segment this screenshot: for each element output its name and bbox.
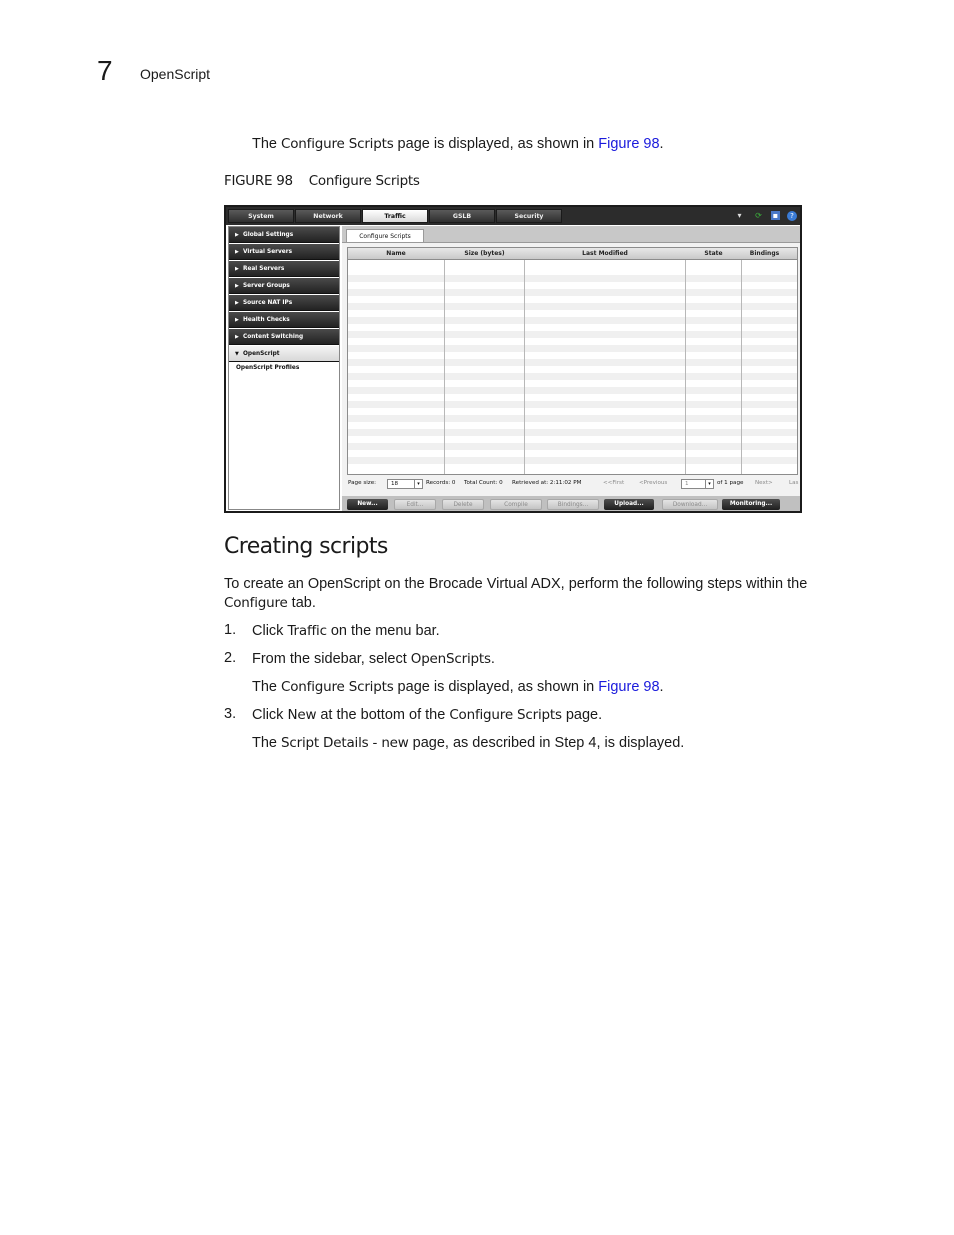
column-header-bindings[interactable]: Bindings bbox=[749, 250, 780, 257]
step-3-result bbox=[252, 734, 684, 753]
bold-term: Traffic bbox=[287, 623, 327, 639]
column-header-last-modified[interactable]: Last Modified bbox=[582, 250, 628, 257]
chevron-right-icon: ▶ bbox=[235, 249, 239, 255]
chevron-right-icon: ▶ bbox=[235, 334, 239, 340]
table-header bbox=[348, 248, 798, 260]
sidebar-subitem-openscript-profiles[interactable]: OpenScript Profiles bbox=[236, 365, 300, 371]
table-row bbox=[348, 443, 798, 450]
table-row bbox=[348, 317, 798, 324]
section-intro-line1: To create an OpenScript on the Brocade Virtual ADX, perform the following steps within the bbox=[224, 576, 808, 592]
table-row bbox=[348, 401, 798, 408]
table-row bbox=[348, 415, 798, 422]
scripts-table bbox=[347, 247, 798, 475]
retrieved-time: Retrieved at: 2:11:02 PM bbox=[512, 480, 582, 486]
page-number-select[interactable] bbox=[681, 479, 714, 489]
help-icon[interactable]: ? bbox=[787, 211, 797, 221]
sidebar-item-content-switching[interactable] bbox=[229, 329, 339, 345]
pagination-bar bbox=[348, 479, 800, 489]
table-row bbox=[348, 303, 798, 310]
chevron-down-icon: ▼ bbox=[235, 351, 239, 357]
sidebar-item-label: Source NAT IPs bbox=[243, 300, 293, 306]
bold-term: Configure Scripts bbox=[449, 707, 562, 723]
column-divider bbox=[524, 248, 525, 475]
chevron-right-icon: ▶ bbox=[235, 266, 239, 272]
text: Click bbox=[252, 623, 288, 639]
table-row bbox=[348, 345, 798, 352]
figure-link[interactable]: Figure 98 bbox=[598, 679, 660, 695]
column-header-state[interactable]: State bbox=[704, 250, 723, 257]
text: Click bbox=[252, 707, 288, 723]
table-row bbox=[348, 387, 798, 394]
new-button[interactable]: New... bbox=[347, 499, 388, 510]
tab-configure-scripts[interactable]: Configure Scripts bbox=[346, 229, 424, 243]
table-row bbox=[348, 373, 798, 380]
text: The bbox=[252, 679, 282, 695]
bold-term: Configure Scripts bbox=[281, 136, 394, 152]
sidebar-item-label: Content Switching bbox=[243, 334, 304, 340]
previous-page-link[interactable]: <Previous bbox=[639, 480, 668, 486]
bold-term: New bbox=[287, 707, 317, 723]
total-count: Total Count: 0 bbox=[464, 480, 503, 486]
text: page is displayed, as shown in bbox=[393, 136, 599, 152]
filter-icon[interactable]: ▾ bbox=[737, 211, 742, 220]
table-row bbox=[348, 331, 798, 338]
text: tab. bbox=[287, 595, 316, 611]
figure-label: FIGURE 98 bbox=[224, 173, 293, 189]
text: The bbox=[252, 735, 282, 751]
bindings-button[interactable]: Bindings... bbox=[547, 499, 599, 510]
column-divider bbox=[685, 248, 686, 475]
text: at the bottom of the bbox=[316, 707, 450, 723]
chevron-right-icon: ▶ bbox=[235, 300, 239, 306]
text: . bbox=[659, 679, 664, 695]
sidebar-item-server-groups[interactable] bbox=[229, 278, 339, 294]
sidebar-item-label: Health Checks bbox=[243, 317, 290, 323]
tab-traffic[interactable]: Traffic bbox=[362, 209, 428, 223]
intro-paragraph bbox=[252, 135, 664, 154]
column-header-size[interactable]: Size (bytes) bbox=[464, 250, 505, 257]
tab-system[interactable]: System bbox=[228, 209, 294, 223]
last-page-link[interactable]: Las bbox=[789, 480, 799, 486]
table-row bbox=[348, 275, 798, 282]
top-nav-bar bbox=[226, 207, 800, 225]
save-icon[interactable]: ▪ bbox=[772, 211, 779, 220]
column-header-name[interactable]: Name bbox=[386, 250, 406, 257]
sidebar-item-label: Global Settings bbox=[243, 232, 294, 238]
text: on the menu bar. bbox=[326, 623, 440, 639]
chevron-right-icon: ▶ bbox=[235, 232, 239, 238]
compile-button[interactable]: Compile bbox=[490, 499, 542, 510]
sidebar-item-virtual-servers[interactable] bbox=[229, 244, 339, 260]
sidebar-item-real-servers[interactable] bbox=[229, 261, 339, 277]
bold-term: Configure Scripts bbox=[281, 679, 394, 695]
sidebar-item-source-nat-ips[interactable] bbox=[229, 295, 339, 311]
chevron-down-icon: ▾ bbox=[705, 480, 713, 488]
text: From the sidebar, select bbox=[252, 651, 411, 667]
step-1-text bbox=[252, 622, 440, 641]
step-2-result bbox=[252, 678, 664, 697]
tab-gslb[interactable]: GSLB bbox=[429, 209, 495, 223]
figure-title: Configure Scripts bbox=[308, 173, 420, 189]
bold-term: Script Details - new bbox=[281, 735, 409, 751]
bold-term: Configure bbox=[224, 595, 288, 611]
scripts-panel bbox=[342, 242, 800, 513]
sidebar-item-label: Virtual Servers bbox=[243, 249, 293, 255]
table-row bbox=[348, 289, 798, 296]
chevron-right-icon: ▶ bbox=[235, 283, 239, 289]
first-page-link[interactable]: <<First bbox=[603, 480, 625, 486]
sidebar-item-label: OpenScript bbox=[243, 351, 280, 357]
text: . bbox=[490, 651, 495, 667]
sidebar-item-global-settings[interactable] bbox=[229, 227, 339, 243]
sidebar-item-health-checks[interactable] bbox=[229, 312, 339, 328]
chapter-title: OpenScript bbox=[140, 66, 211, 82]
page-size-select[interactable] bbox=[387, 479, 423, 489]
sidebar-item-label: Server Groups bbox=[243, 283, 290, 289]
tab-security[interactable]: Security bbox=[496, 209, 562, 223]
action-button-bar bbox=[342, 496, 800, 513]
column-divider bbox=[741, 248, 742, 475]
table-row bbox=[348, 359, 798, 366]
page-size-label: Page size: bbox=[348, 480, 377, 486]
figure-caption bbox=[224, 173, 420, 189]
sidebar-item-openscript[interactable] bbox=[229, 346, 339, 362]
section-intro-line2 bbox=[224, 594, 316, 613]
step-number: 3. bbox=[224, 706, 237, 722]
monitoring-button[interactable]: Monitoring... bbox=[722, 499, 780, 510]
upload-button[interactable]: Upload... bbox=[604, 499, 654, 510]
next-page-link[interactable]: Next> bbox=[755, 480, 773, 486]
configure-scripts-screenshot bbox=[224, 205, 802, 513]
text: page, as described in Step 4, is displayed. bbox=[408, 735, 685, 751]
chevron-right-icon: ▶ bbox=[235, 317, 239, 323]
chapter-number: 7 bbox=[97, 55, 113, 86]
step-number: 1. bbox=[224, 622, 237, 638]
sidebar bbox=[228, 226, 340, 510]
table-row bbox=[348, 429, 798, 436]
step-number: 2. bbox=[224, 650, 237, 666]
page-total: of 1 page bbox=[717, 480, 744, 486]
download-button[interactable]: Download... bbox=[662, 499, 718, 510]
text: . bbox=[659, 136, 664, 152]
sidebar-item-label: Real Servers bbox=[243, 266, 285, 272]
section-heading: Creating scripts bbox=[224, 534, 388, 559]
refresh-icon[interactable]: ⟳ bbox=[755, 211, 762, 220]
records-count: Records: 0 bbox=[426, 480, 456, 486]
step-3-text bbox=[252, 706, 602, 725]
table-row bbox=[348, 457, 798, 464]
page-number-value: 1 bbox=[685, 481, 689, 487]
tab-network[interactable]: Network bbox=[295, 209, 361, 223]
main-content bbox=[342, 226, 800, 513]
text: The bbox=[252, 136, 282, 152]
step-2-text bbox=[252, 650, 495, 669]
text: page is displayed, as shown in bbox=[393, 679, 599, 695]
figure-link[interactable]: Figure 98 bbox=[598, 136, 660, 152]
text: page. bbox=[561, 707, 603, 723]
bold-term: OpenScripts bbox=[410, 651, 491, 667]
page-size-value: 18 bbox=[391, 481, 399, 487]
column-divider bbox=[444, 248, 445, 475]
edit-button[interactable]: Edit... bbox=[394, 499, 436, 510]
delete-button[interactable]: Delete bbox=[442, 499, 484, 510]
chevron-down-icon: ▾ bbox=[414, 480, 422, 488]
